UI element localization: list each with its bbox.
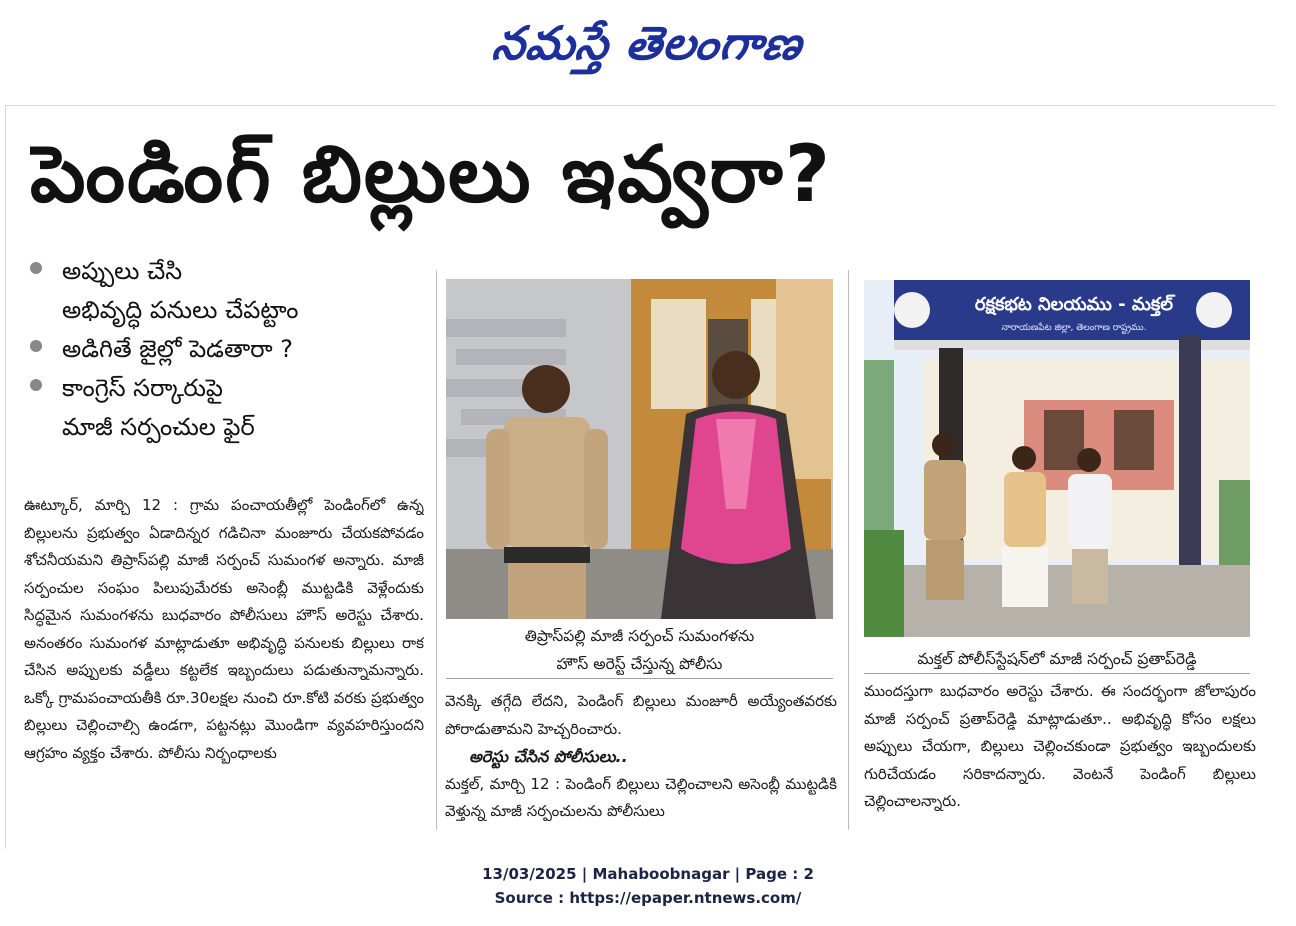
article-paragraph: మక్తల్, మార్చి 12 : పెండింగ్ బిల్లులు చెల్లించాలని అసెంబ్లీ ముట్టడికి వెళ్తున్న మాజీ సర్పంచులను పోలీసులు <box>445 774 837 820</box>
edition-info: 13/03/2025 | Mahaboobnagar | Page : 2 <box>482 865 814 883</box>
highlight-line: అడిగితే జైల్లో పెడతారా ? <box>62 335 294 363</box>
photo-house-arrest <box>446 279 833 619</box>
photo-police-station-caption: మక్తల్ పోలీస్‌స్టేషన్‌లో మాజీ సర్పంచ్ ప్రతాప్‌రెడ్డి <box>864 645 1250 674</box>
article-paragraph: ఊట్కూర్, మార్చి 12 : గ్రామ పంచాయతీల్లో పెండింగ్‌లో ఉన్న బిల్లులను ప్రభుత్వం ఏడాదిన్నర గడిచినా మంజూరు చేయకపోవడం శోచనీయమని తిప్రాస్‌పల్లి మాజీ సర్పంచ్ సుమంగళ అన్నారు. మాజీ సర్పంచుల సంఘం పిలుపుమేరకు అసెంబ్లీ ముట్టడికి వెళ్లేందుకు సిద్ధమైన సుమంగళను బుధవారం పోలీసులు హౌస్ అరెస్టు చేశారు. అనంతరం సుమంగళ మాట్లాడుతూ అభివృద్ధి పనులకు బిల్లులు రాక చేసిన అప్పులకు వడ్డీలు కట్టలేక ఇబ్బందులు పడుతున్నామన్నారు. ఒక్కో గ్రామపంచాయతీకి రూ.30లక్షల నుంచి రూ.కోటి వరకు ప్రభుత్వం బిల్లులు చెల్లించాల్సి ఉండగా, పట్టనట్లు మొండిగా వ్యవహరిస్తుందని ఆగ్రహం వ్యక్తం చేశారు. పోలీసు నిర్బంధాలకు <box>24 496 424 762</box>
bullet-dot-icon <box>30 262 42 274</box>
highlight-line: అభివృద్ధి పనులు చేపట్టాం <box>62 296 299 324</box>
photo-police-station-image <box>864 280 1250 637</box>
page-footer <box>0 862 1296 910</box>
highlight-item <box>30 369 430 447</box>
column-divider <box>436 270 437 830</box>
station-sign-text: రక్షకభట నిలయము - మక్తల్ <box>974 294 1174 315</box>
headline: పెండింగ్ బిల్లులు ఇవ్వరా? <box>30 130 833 220</box>
article-subheading: అరెస్టు చేసిన పోలీసులు.. <box>469 747 628 766</box>
article-column-3 <box>864 678 1256 828</box>
article-paragraph: ముందస్తుగా బుధవారం అరెస్టు చేశారు. ఈ సందర్భంగా జోలాపురం మాజీ సర్పంచ్ ప్రతాప్‌రెడ్డి మాట్లాడుతూ.. అభివృద్ధి కోసం లక్షలు అప్పులు చేయగా, బిల్లులు చెల్లించకుండా ప్రభుత్వం ఇబ్బందులకు గురిచేయడం సరికాదన్నారు. వెంటనే పెండింగ్ బిల్లులు చెల్లించాలన్నారు. <box>864 682 1256 810</box>
bullet-dot-icon <box>30 379 42 391</box>
bullet-dot-icon <box>30 340 42 352</box>
highlight-line: మాజీ సర్పంచుల ఫైర్ <box>62 413 255 441</box>
article-column-2 <box>445 688 837 828</box>
article-column-1 <box>24 492 424 830</box>
caption-line: తిప్రాస్‌పల్లి మాజీ సర్పంచ్ సుమంగళను <box>524 627 755 645</box>
station-sign-subtext: నారాయణపేట జిల్లా, తెలంగాణ రాష్ట్రము. <box>1001 323 1147 333</box>
caption-line: హౌస్ అరెస్ట్ చేస్తున్న పోలీసు <box>556 655 723 673</box>
source-link[interactable]: Source : https://epaper.ntnews.com/ <box>494 889 802 907</box>
highlight-line: కాంగ్రెస్ సర్కారుపై <box>62 374 223 402</box>
article-paragraph: వెనక్కి తగ్గేది లేదని, పెండింగ్ బిల్లులు మంజూరీ అయ్యేంతవరకు పోరాడుతామని హెచ్చరించారు. <box>445 692 837 738</box>
highlight-line: అప్పులు చేసి <box>62 257 183 285</box>
photo-house-arrest-image <box>446 279 833 619</box>
photo-police-station <box>864 280 1250 637</box>
column-divider <box>848 270 849 830</box>
highlight-item <box>30 252 430 330</box>
masthead-title: నమస్తే తెలంగాణ <box>489 16 807 70</box>
photo-house-arrest-caption <box>446 622 833 679</box>
highlight-item <box>30 330 430 369</box>
highlights-list <box>30 252 430 447</box>
masthead <box>0 8 1296 78</box>
